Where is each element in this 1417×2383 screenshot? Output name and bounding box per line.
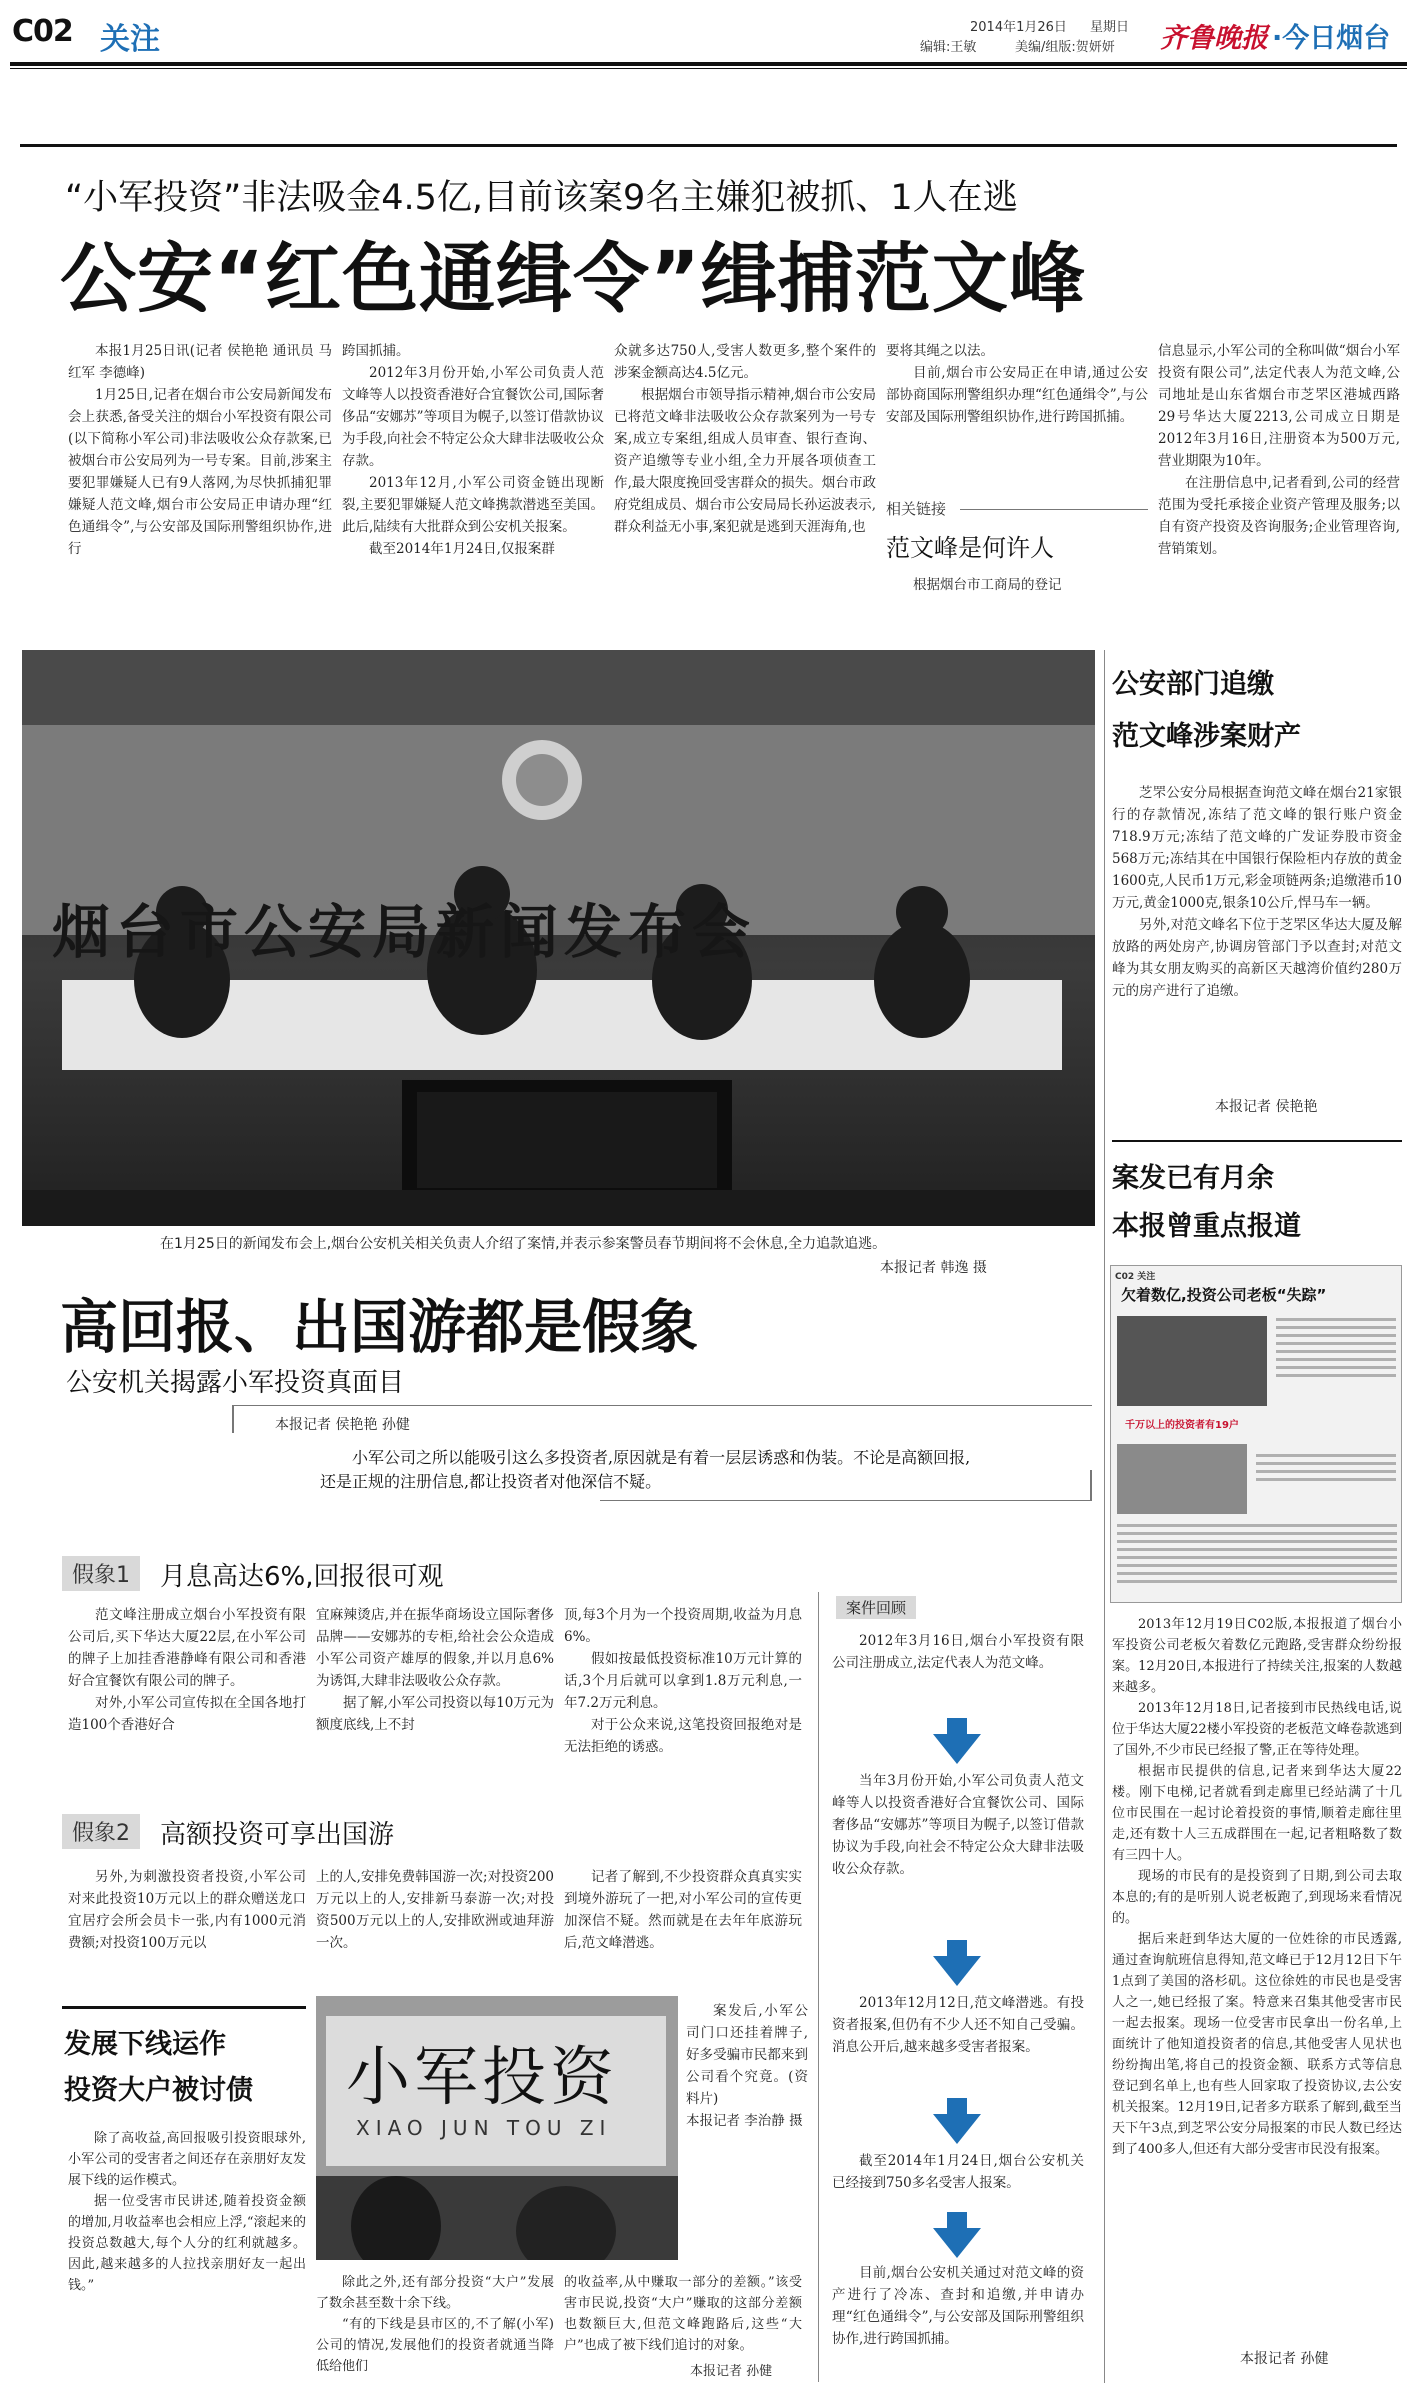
fake1-col-2 — [316, 1604, 554, 1736]
lead-para: 在注册信息中,记者看到,公司的经营范围为受托承接企业资产管理及服务;以自有资产投资及咨询服务;企业管理咨询,营销策划。 — [1158, 475, 1400, 557]
down-arrow-icon — [933, 1956, 981, 1986]
paper-logo: 齐鲁晚报 — [1160, 23, 1268, 54]
fake1-para: 宜麻辣烫店,并在振华商场设立国际奢侈品牌——安娜苏的专柜,给社会公众造成小军公司资产雄厚的假象,并以月息6%为诱饵,大肆非法吸收公众存款。 — [316, 1607, 554, 1689]
lead-kicker: “小军投资”非法吸金4.5亿,目前该案9名主嫌犯被抓、1人在逃 — [65, 178, 1018, 218]
timeline-arrow-stem — [947, 2098, 967, 2114]
fake1-tag: 假象1 — [62, 1556, 140, 1591]
downline-para: 据一位受害市民讲述,随着投资金额的增加,月收益率也会相应上浮,“滚起来的投资总数越大,每个人分的红利就越多。因此,越来越多的人拉找亲朋好友一起出钱。” — [68, 2194, 306, 2293]
downline-title-2: 投资大户被讨债 — [64, 2075, 253, 2106]
side1-para: 芝罘公安分局根据查询范文峰在烟台21家银行的存款情况,冻结了范文峰的银行账户资金718.9万元;冻结了范文峰的广发证券股市资金568万元;冻结其在中国银行保险柜内存放的黄金1600克,人民币1万元,彩金项链两条;追缴港币10万元,黄金1000克,银条10公斤,悍马车一辆。 — [1112, 785, 1402, 911]
lead-para: 本报1月25日讯(记者 侯艳艳 通讯员 马红军 李德峰) — [68, 343, 332, 381]
masthead-rule-thin — [10, 68, 1407, 69]
fake2-tag: 假象2 — [62, 1814, 140, 1849]
timeline-item-1: 2012年3月16日,烟台小军投资有限公司注册成立,法定代表人为范文峰。 — [832, 1633, 1084, 1671]
fake1-para: 对外,小军公司宣传拟在全国各地打造100个香港好合 — [68, 1695, 306, 1733]
down-arrow-icon — [933, 1734, 981, 1764]
related-title: 范文峰是何许人 — [886, 534, 1054, 562]
sign-caption-text: 案发后,小军公司门口还挂着牌子,好多受骗市民都来到公司看个究竟。(资料片) — [686, 2003, 808, 2107]
timeline-arrow-stem — [947, 1718, 967, 1734]
downline-para: “有的下线是县市区的,不了解(小军)公司的情况,发展他们的投资者就通当降低给他们 — [316, 2317, 554, 2374]
side2-title-1: 案发已有月余 — [1112, 1163, 1274, 1194]
second-intro: 小军公司之所以能吸引这么多投资者,原因就是有着一层层诱惑和伪装。不论是高额回报,还是正规的注册信息,都让投资者对他深信不疑。 — [320, 1448, 971, 1491]
downline-title-1: 发展下线运作 — [64, 2029, 226, 2060]
clip-page-texture — [1111, 1314, 1402, 1603]
down-arrow-icon — [933, 2114, 981, 2144]
related-tail — [886, 574, 1148, 596]
fake1-para: 对于公众来说,这笔投资回报绝对是无法拒绝的诱惑。 — [564, 1717, 802, 1755]
side2-para: 据后来赶到华达大厦的一位姓徐的市民透露,通过查询航班信息得知,范文峰已于12月12日下午1点到了美国的洛杉矶。这位徐姓的市民也是受害人之一,她已经报了案。特意来召集其他受害市民一起去报案。现场一位受害市民拿出一份名单,上面统计了他知道投资者的信息,其他受害人见状也纷纷掏出笔,将自己的投资金额、联系方式等信息登记到名单上,也有些人回家取了投资协议,去公安机关报案。12月19日,记者多方联系了解到,截至当天下午3点,到芝罘公安分局报案的市民人数已经达到了400多人,但还有大部分受害市民没有报案。 — [1112, 1932, 1402, 2157]
press-conference-photo — [22, 650, 1095, 1226]
fake1-para: 顶,每3个月为一个投资周期,收益为月息6%。 — [564, 1607, 802, 1645]
downline-col-2 — [316, 2272, 554, 2377]
lead-col-4 — [886, 340, 1148, 428]
fake1-title: 月息高达6%,回报很可观 — [160, 1562, 444, 1592]
company-sign-photo — [316, 1996, 678, 2260]
fake2-col-3 — [564, 1866, 802, 1954]
timeline-arrow-stem — [947, 2212, 967, 2228]
second-headline: 高回报、出国游都是假象 — [60, 1293, 699, 1361]
lead-para: 众就多达750人,受害人数更多,整个案件的涉案金额高达4.5亿元。 — [614, 343, 876, 381]
lead-col-5 — [1158, 340, 1400, 560]
clip-header: C02 关注 — [1115, 1272, 1156, 1282]
lead-top-rule — [20, 144, 1397, 147]
related-rule — [960, 509, 1148, 510]
sign-caption-credit: 本报记者 李治静 摄 — [686, 2113, 803, 2129]
photo1-caption: 在1月25日的新闻发布会上,烟台公安机关相关负责人介绍了案情,并表示参案警员春节期间将不会休息,全力追款追逃。 — [160, 1236, 887, 1252]
fake1-col-1 — [68, 1604, 306, 1736]
lead-col-1 — [68, 340, 332, 560]
sign-text: 小军投资 — [346, 2041, 618, 2115]
downline-col-1 — [68, 2128, 306, 2296]
second-subhead: 公安机关揭露小军投资真面目 — [66, 1368, 405, 1398]
lead-para: 2013年12月,小军公司资金链出现断裂,主要犯罪嫌疑人范文峰携款潜逃至美国。此后,陆续有大批群众到公安机关报案。 — [342, 475, 604, 535]
lead-para: 2012年3月份开始,小军公司负责人范文峰等人以投资香港好合宜餐饮公司,国际奢侈品“安娜苏”等项目为幌子,以签订借款协议为手段,向社会不特定公众大肆非法吸收公众存款。 — [342, 365, 604, 469]
issue-weekday: 星期日 — [1090, 20, 1130, 35]
side2-para: 现场的市民有的是投资到了日期,到公司去取本息的;有的是听别人说老板跑了,到现场来看情况的。 — [1112, 1869, 1402, 1926]
side2-byline: 本报记者 孙健 — [1240, 2351, 1329, 2367]
timeline-item-3: 2013年12月12日,范文峰潜逃。有投资者报案,但仍有不少人还不知自己受骗。消息公开后,越来越多受害者报案。 — [832, 1995, 1084, 2055]
timeline-item-5: 目前,烟台公安机关通过对范文峰的资产进行了冷冻、查封和追缴,并申请办理“红色通缉令”,与公安部及国际刑警组织协作,进行跨国抓捕。 — [832, 2265, 1084, 2347]
designer-credit: 美编/组版:贺妍妍 — [1015, 40, 1115, 55]
sign-subtext: XIAO JUN TOU ZI — [356, 2116, 612, 2140]
side1-byline: 本报记者 侯艳艳 — [1215, 1099, 1318, 1115]
downline-byline: 本报记者 孙健 — [690, 2364, 773, 2379]
lead-para: 1月25日,记者在烟台市公安局新闻发布会上获悉,备受关注的烟台小军投资有限公司(以下简称小军公司)非法吸收公众存款案,已被烟台市公安局列为一号专案。目前,涉案主要犯罪嫌疑人已有9人落网,为尽快抓捕犯罪嫌疑人范文峰,烟台市公安局正申请办理“红色通缉令”,与公安部及国际刑警组织协作,进行 — [68, 387, 332, 557]
fake1-para: 范文峰注册成立烟台小军投资有限公司后,买下华达大厦22层,在小军公司的牌子上加挂香港静峰有限公司和香港好合宜餐饮有限公司的牌子。 — [68, 1607, 306, 1689]
timeline-item-4: 截至2014年1月24日,烟台公安机关已经接到750多名受害人报案。 — [832, 2153, 1084, 2191]
issue-date: 2014年1月26日 — [970, 20, 1067, 35]
page-code: C02 — [12, 14, 73, 49]
side2-para: 根据市民提供的信息,记者来到华达大厦22楼。刚下电梯,记者就看到走廊里已经站满了十几位市民围在一起讨论着投资的事情,顺着走廊往里走,还有数十人三五成群围在一起,记者粗略数了数有三四十人。 — [1112, 1764, 1402, 1863]
downline-top-rule — [62, 2006, 306, 2009]
related-label: 相关链接 — [886, 500, 947, 518]
side2-body — [1112, 1614, 1402, 2160]
fake2-col-1 — [68, 1866, 306, 1954]
lead-para: 跨国抓捕。 — [342, 343, 410, 359]
sign-photo-caption — [686, 2000, 808, 2132]
clip-headline: 欠着数亿,投资公司老板“失踪” — [1121, 1286, 1327, 1304]
lead-para: 要将其绳之以法。 — [886, 343, 994, 359]
fake2-para: 记者了解到,不少投资群众真真实实到境外游玩了一把,对小军公司的宣传更加深信不疑。然而就是在去年年底游玩后,范文峰潜逃。 — [564, 1869, 802, 1951]
intro-bracket-right — [1090, 1470, 1092, 1500]
down-arrow-icon — [933, 2228, 981, 2258]
side1-body — [1112, 782, 1402, 1002]
lead-para: 截至2014年1月24日,仅报案群 — [369, 541, 555, 557]
masthead — [0, 0, 1417, 60]
photo1-credit: 本报记者 韩逸 摄 — [880, 1260, 987, 1276]
downline-para: 的收益率,从中赚取一部分的差额。”该受害市民说,投资“大户”赚取的这部分差额也数额巨大,但范文峰跑路后,这些“大户”也成了被下线们追讨的对象。 — [564, 2275, 802, 2353]
lead-para: 信息显示,小军公司的全称叫做“烟台小军投资有限公司”,法定代表人为范文峰,公司地址是山东省烟台市芝罘区港城西路29号华达大厦2213,公司成立日期是2012年3月16日,注册资本为500万元,营业期限为10年。 — [1158, 343, 1400, 469]
side1-title-2: 范文峰涉案财产 — [1112, 721, 1301, 752]
fake2-para: 上的人,安排免费韩国游一次;对投资200万元以上的人,安排新马泰游一次;对投资500万元以上的人,安排欧洲或迪拜游一次。 — [316, 1869, 554, 1951]
edition-name: ·今日烟台 — [1272, 23, 1391, 54]
second-bracket-left — [232, 1405, 234, 1433]
fake2-para: 另外,为刺激投资者投资,小军公司对来此投资10万元以上的群众赠送龙口宜居疗会所会员卡一张,内有1000元消费额;对投资100万元以 — [68, 1869, 306, 1951]
lead-para: 根据烟台市领导指示精神,烟台市公安局已将范文峰非法吸收公众存款案列为一号专案,成立专案组,组成人员审查、银行查询、资产追缴等专业小组,全力开展各项侦查工作,最大限度挽回受害群众的损失。烟台市政府党组成员、烟台市公安局局长孙运波表示,群众利益无小事,案犯就是逃到天涯海角,也 — [614, 387, 876, 535]
side2-para: 2013年12月18日,记者接到市民热线电话,说位于华达大厦22楼小军投资的老板范文峰卷款逃到了国外,不少市民已经报了警,正在等待处理。 — [1112, 1701, 1402, 1758]
fake1-para: 假如按最低投资标准10万元计算的话,3个月后就可以拿到1.8万元利息,一年7.2万元利息。 — [564, 1651, 802, 1711]
lead-para: 根据烟台市工商局的登记 — [913, 577, 1062, 593]
timeline-item-2: 当年3月份开始,小军公司负责人范文峰等人以投资香港好合宜餐饮公司、国际奢侈品“安娜苏”等项目为幌子,以签订借款协议为手段,向社会不特定公众大肆非法吸收公众存款。 — [832, 1773, 1084, 1877]
sidebar-divider — [1104, 650, 1105, 2383]
lead-para: 目前,烟台市公安局正在申请,通过公安部协商国际刑警组织办理“红色通缉令”,与公安部及国际刑警组织协作,进行跨国抓捕。 — [886, 365, 1148, 425]
fake1-col-3 — [564, 1604, 802, 1758]
second-bracket-top — [232, 1405, 1092, 1406]
lead-headline: 公安“红色通缉令”缉捕范文峰 — [60, 234, 1086, 323]
photo-banner-text: 烟台市公安局新闻发布会 — [52, 898, 757, 966]
fake2-col-2 — [316, 1866, 554, 1954]
lead-col-3 — [614, 340, 876, 538]
side1-end-rule — [1112, 1140, 1402, 1142]
downline-col-3 — [564, 2272, 802, 2356]
section-name: 关注 — [100, 22, 160, 57]
downline-para: 除此之外,还有部分投资“大户”发展了数余甚至数十余下线。 — [316, 2275, 554, 2311]
timeline-arrow-stem — [947, 1940, 967, 1956]
side1-title-1: 公安部门追缴 — [1112, 669, 1274, 700]
side2-para: 2013年12月19日C02版,本报报道了烟台小军投资公司老板欠着数亿元跑路,受害群众纷纷报案。12月20日,本报进行了持续关注,报案的人数越来越多。 — [1112, 1617, 1402, 1695]
timeline-label: 案件回顾 — [836, 1596, 916, 1619]
fake1-para: 据了解,小军公司投资以每10万元为额度底线,上不封 — [316, 1695, 554, 1733]
clipping-thumbnail — [1110, 1265, 1402, 1603]
downline-para: 除了高收益,高回报吸引投资眼球外,小军公司的受害者之间还存在亲朋好友发展下线的运作模式。 — [68, 2131, 306, 2188]
side1-para: 另外,对范文峰名下位于芝罘区华达大厦及解放路的两处房产,协调房管部门予以查封;对范文峰为其女朋友购买的高新区天越湾价值约280万元的房产进行了追缴。 — [1112, 917, 1402, 999]
clip-subhead: 千万以上的投资者有19户 — [1125, 1420, 1239, 1431]
side2-title-2: 本报曾重点报道 — [1112, 1211, 1301, 1242]
lead-col-2 — [342, 340, 604, 560]
second-byline: 本报记者 侯艳艳 孙健 — [275, 1417, 410, 1433]
masthead-rule — [10, 62, 1407, 66]
intro-bracket-bottom — [600, 1500, 1092, 1501]
fake2-title: 高额投资可享出国游 — [160, 1820, 395, 1850]
editor-credit: 编辑:王敏 — [920, 40, 977, 55]
